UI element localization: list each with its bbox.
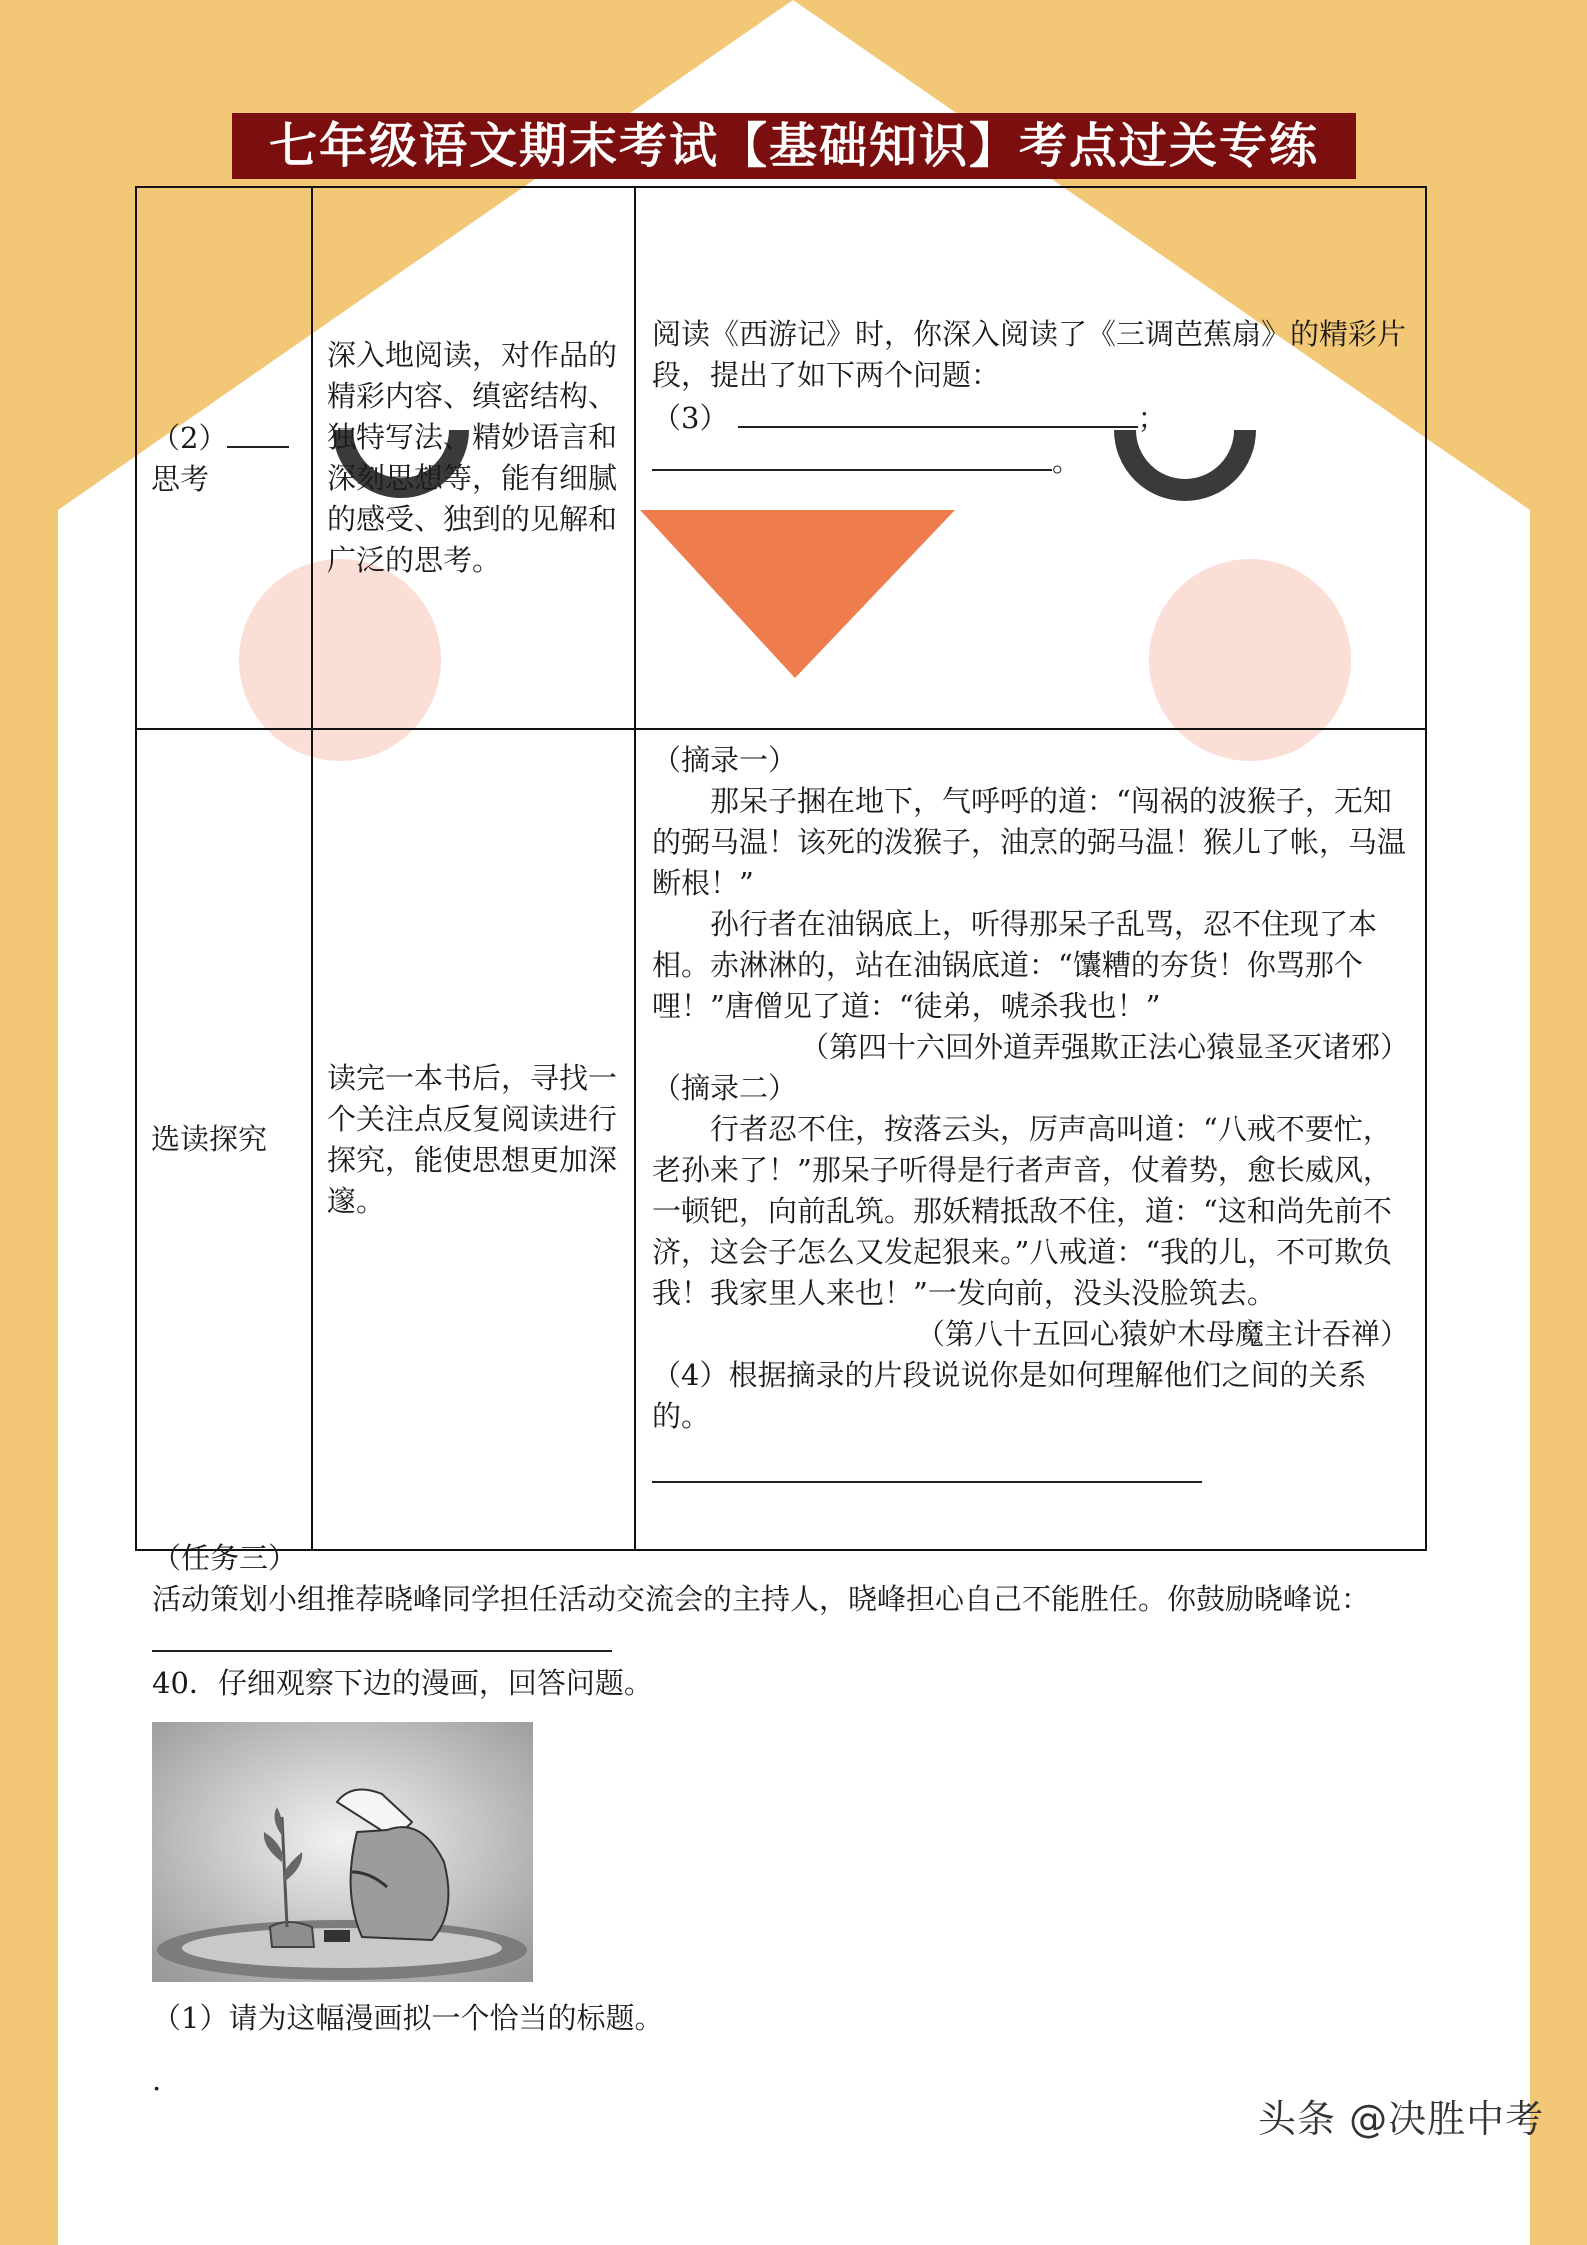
task3-text: 活动策划小组推荐晓峰同学担任活动交流会的主持人，晓峰担心自己不能胜任。你鼓励晓峰说： [152, 1582, 1371, 1616]
cell-description: 深入地阅读，对作品的精彩内容、缜密结构、独特写法、精妙语言和深刻思想等，能有细腻的感受、独到的见解和广泛的思考。 [312, 187, 635, 729]
excerpt1-paragraph-1: 那呆子捆在地下，气呼呼的道：“闯祸的波猴子，无知的弼马温！该死的泼猴子，油烹的弼马温！猴儿了帐，马温断根！” [652, 784, 1407, 900]
cartoon-image [152, 1722, 533, 1982]
task3-label: （任务三） [152, 1541, 298, 1575]
excerpt1-paragraph-2: 孙行者在油锅底上，听得那呆子乱骂，忍不住现了本相。赤淋淋的，站在油锅底道：“馕糟的夯货！你骂那个哩！”唐僧见了道：“徒弟，唬杀我也！” [652, 907, 1378, 1023]
table-row [136, 729, 1426, 1550]
cell-description: 读完一本书后，寻找一个关注点反复阅读进行探究，能使思想更加深邃。 [312, 729, 635, 1550]
cell-method-think [136, 187, 312, 729]
blank-line [227, 416, 289, 448]
cell-task [635, 187, 1426, 729]
task-intro: 阅读《西游记》时，你深入阅读了《三调芭蕉扇》的精彩片段，提出了如下两个问题： [652, 317, 1407, 392]
excerpt1-label: （摘录一） [652, 743, 798, 777]
q3-separator: ； [1137, 401, 1167, 435]
q3-end: 。 [1052, 444, 1082, 478]
excerpt2-paragraph: 行者忍不住，按落云头，厉声高叫道：“八戒不要忙，老孙来了！”那呆子听得是行者声音，仗着势，愈长威风，一顿钯，向前乱筑。那妖精抵敌不住，道：“这和尚先前不济，这会子怎么又发起狠来。”八戒道：“我的儿，不可欺负我！我家里人来也！”一发向前，没头没脸筑去。 [652, 1112, 1393, 1310]
question-40: 40．仔细观察下边的漫画，回答问题。 [152, 1666, 653, 1700]
content-table [135, 186, 1427, 1551]
question-1: （1）请为这幅漫画拟一个恰当的标题。 [152, 2001, 664, 2035]
method-prefix: （2） [151, 421, 228, 455]
watermark: 头条 @决胜中考 [1258, 2097, 1545, 2141]
excerpt1-source: （第四十六回外道弄强欺正法心猿显圣灭诸邪） [799, 1030, 1409, 1064]
excerpt2-source: （第八十五回心猿妒木母魔主计吞禅） [915, 1317, 1409, 1351]
page-title: 七年级语文期末考试【基础知识】考点过关专练 [232, 113, 1356, 179]
q3-answer-line-2[interactable] [652, 439, 1052, 471]
q3-answer-line-1[interactable] [738, 396, 1138, 428]
cell-excerpts [635, 729, 1426, 1550]
q4-answer-line[interactable] [652, 1451, 1202, 1483]
task-three-section [152, 1538, 1442, 1704]
method-name: 思考 [151, 462, 210, 496]
cell-method-explore: 选读探究 [136, 729, 312, 1550]
table-row [136, 187, 1426, 729]
task3-answer-line[interactable] [152, 1620, 612, 1652]
excerpt2-label: （摘录二） [652, 1071, 798, 1105]
question-4: （4）根据摘录的片段说说你是如何理解他们之间的关系的。 [652, 1358, 1367, 1433]
trailing-mark: . [152, 2063, 162, 2097]
q3-label: （3） [652, 401, 729, 435]
